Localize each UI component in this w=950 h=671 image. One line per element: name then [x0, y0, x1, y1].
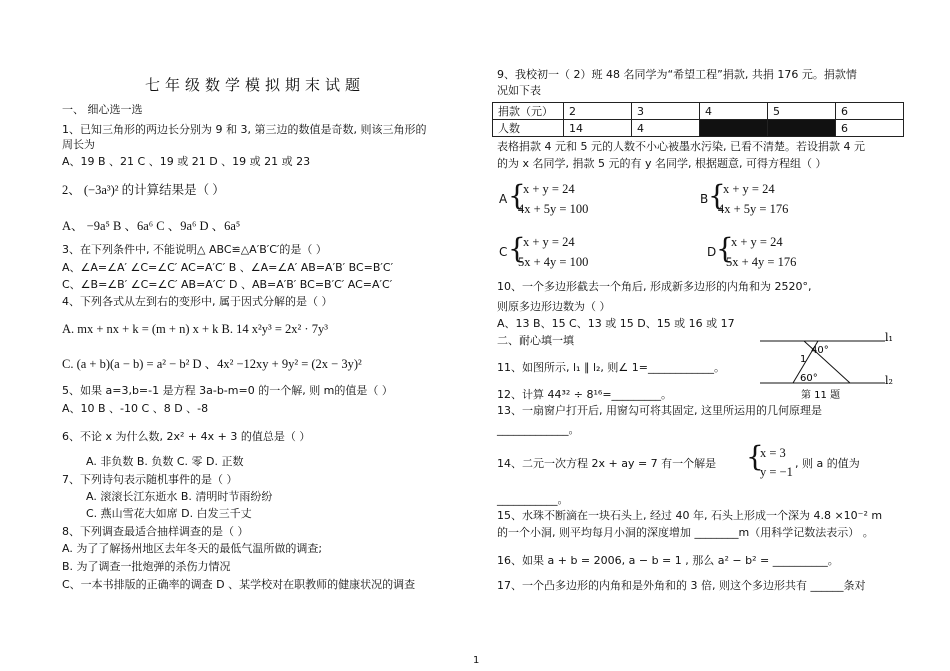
angle-label: 1 [800, 354, 807, 365]
table-cell: 4 [632, 120, 700, 137]
question-line-sec1: 一、 细心选一选 [62, 103, 143, 116]
question-line-q9c: 表格捐款 4 元和 5 元的人数不小心被墨水污染, 已看不清楚。若设捐款 4 元 [497, 140, 865, 153]
question-line-q16: 16、如果 a + b = 2006, a − b = 1 , 那么 a² − b² = __________。 [497, 554, 839, 567]
line-label: l₂ [885, 374, 893, 387]
equation: x = 3 [760, 446, 786, 460]
table-row [493, 103, 904, 120]
equation: 5x + 4y = 100 [518, 255, 589, 269]
question-line-q15b: 的一个小洞, 则平均每月小洞的深度增加 ________m（用科学记数法表示） 。 [497, 526, 874, 539]
option-label: B [700, 192, 709, 206]
question-line-q4ab: A. mx + nx + k = (m + n) x + k B. 14 x²y³ = 2x² · 7y³ [62, 322, 328, 336]
option-label: A [499, 192, 508, 206]
question-line-q8: 8、下列调查最适合抽样调查的是（ ） [62, 525, 249, 538]
question-line-q3: 3、在下列条件中, 不能说明△ ABC≌△A′B′C′的是（ ） [62, 243, 327, 256]
question-line-q14a: 14、二元一次方程 2x + ay = 7 有一个解是 [497, 457, 717, 470]
question-line-q2opt: A、 −9a⁵ B 、6a⁶ C 、9a⁶ D 、6a⁵ [62, 219, 241, 233]
table-cell: 5 [768, 103, 836, 120]
question-line-q9b: 况如下表 [497, 84, 541, 97]
question-line-q15a: 15、水珠不断滴在一块石头上, 经过 40 年, 石头上形成一个深为 4.8 ×10⁻² m [497, 509, 883, 522]
equation: 5x + 4y = 176 [726, 255, 797, 269]
question-line-sec2: 二、耐心填一填 [497, 334, 574, 347]
question-line-q8a: A. 为了了解扬州地区去年冬天的最低气温所做的调查; [62, 542, 323, 555]
question-line-q1b: 周长为 [62, 138, 95, 151]
table-row [493, 120, 904, 137]
figure-q11 [760, 332, 900, 402]
question-line-q7cd: C. 燕山雪花大如席 D. 白发三千丈 [86, 507, 252, 520]
question-line-q11: 11、如图所示, l₁ ∥ l₂, 则∠ 1=____________。 [497, 361, 725, 374]
question-line-q7: 7、下列诗句表示随机事件的是（ ） [62, 473, 238, 486]
question-line-q9a: 9、我校初一（ 2）班 48 名同学为“希望工程”捐款, 共捐 176 元。捐款情 [497, 68, 857, 81]
equation: x + y = 24 [723, 182, 775, 196]
question-line-q13a: 13、一扇窗户打开后, 用窗勾可将其固定, 这里所运用的几何原理是 [497, 404, 822, 417]
table-cell: 6 [836, 103, 904, 120]
question-line-q6: 6、不论 x 为什么数, 2x² + 4x + 3 的值总是（ ） [62, 430, 311, 443]
question-line-q7ab: A. 滚滚长江东逝水 B. 清明时节雨纷纷 [86, 490, 273, 503]
question-line-q14b: , 则 a 的值为 [795, 457, 860, 470]
brace-icon: { [508, 179, 526, 212]
figure-caption: 第 11 题 [801, 390, 841, 401]
question-line-q9d: 的为 x 名同学, 捐款 5 元的有 y 名同学, 根据题意, 可得方程组（ ） [497, 157, 827, 170]
page-number: 1 [473, 655, 480, 666]
table-cell: 4 [700, 103, 768, 120]
brace-icon: { [716, 232, 734, 265]
question-line-q10opt: A、13 B、15 C、13 或 15 D、15 或 16 或 17 [497, 317, 735, 330]
brace-icon: { [708, 179, 726, 212]
question-line-q8b: B. 为了调查一批炮弹的杀伤力情况 [62, 560, 231, 573]
angle-label: 60° [800, 373, 818, 384]
question-line-q4: 4、下列各式从左到右的变形中, 属于因式分解的是（ ） [62, 295, 333, 308]
question-line-q14c: ___________。 [497, 493, 569, 506]
question-line-q4cd: C. (a + b)(a − b) = a² − b² D 、4x² −12xy + 9y² = (2x − 3y)² [62, 357, 362, 371]
question-line-q1a: 1、已知三角形的两边长分别为 9 和 3, 第三边的数值是奇数, 则该三角形的 [62, 123, 427, 136]
table-cell: 捐款（元） [493, 103, 564, 120]
donation-table [492, 102, 904, 137]
table-cell: 2 [564, 103, 632, 120]
question-line-q1opt: A、19 B 、21 C 、19 或 21 D 、19 或 21 或 23 [62, 155, 311, 168]
question-line-q10b: 则原多边形边数为（ ） [497, 300, 611, 313]
ink-blot-cell [768, 120, 836, 137]
equation: x + y = 24 [523, 182, 575, 196]
option-label: C [499, 245, 508, 259]
question-line-q10a: 10、一个多边形截去一个角后, 形成新多边形的内角和为 2520°, [497, 280, 812, 293]
brace-icon: { [508, 232, 526, 265]
table-cell: 6 [836, 120, 904, 137]
table-cell: 14 [564, 120, 632, 137]
equation: 4x + 5y = 176 [718, 202, 789, 216]
question-line-q5opt: A、10 B 、-10 C 、8 D 、-8 [62, 402, 209, 415]
equation: y = −1 [760, 465, 793, 479]
question-line-q8cd: C、一本书排版的正确率的调查 D 、某学校对在职教师的健康状况的调查 [62, 578, 416, 591]
angle-label: 40° [811, 345, 829, 356]
equation: x + y = 24 [523, 235, 575, 249]
option-label: D [707, 245, 717, 259]
question-line-q12: 12、计算 44³² ÷ 8¹⁶=_________。 [497, 388, 673, 401]
page-title: 七年级数学模拟期末试题 [145, 76, 366, 94]
line-label: l₁ [885, 332, 893, 344]
question-line-q2: 2、 (−3a³)² 的计算结果是（ ） [62, 183, 225, 197]
question-line-q3o1: A、∠A=∠A′ ∠C=∠C′ AC=A′C′ B 、∠A=∠A′ AB=A′B′ BC=B′C′ [62, 261, 394, 274]
brace-icon: { [746, 440, 764, 473]
question-line-q17: 17、一个凸多边形的内角和是外角和的 3 倍, 则这个多边形共有 ______条对 [497, 579, 866, 592]
equation: 4x + 5y = 100 [518, 202, 589, 216]
question-line-q5: 5、如果 a=3,b=-1 是方程 3a-b-m=0 的一个解, 则 m的值是（ ） [62, 384, 393, 397]
question-line-q6opt: A. 非负数 B. 负数 C. 零 D. 正数 [86, 455, 244, 468]
equation: x + y = 24 [731, 235, 783, 249]
table-cell: 3 [632, 103, 700, 120]
table-cell: 人数 [493, 120, 564, 137]
ink-blot-cell [700, 120, 768, 137]
question-line-q13b: _____________。 [497, 423, 580, 436]
question-line-q3o2: C、∠B=∠B′ ∠C=∠C′ AB=A′C′ D 、AB=A′B′ BC=B′C′ AC=A′C′ [62, 278, 393, 291]
